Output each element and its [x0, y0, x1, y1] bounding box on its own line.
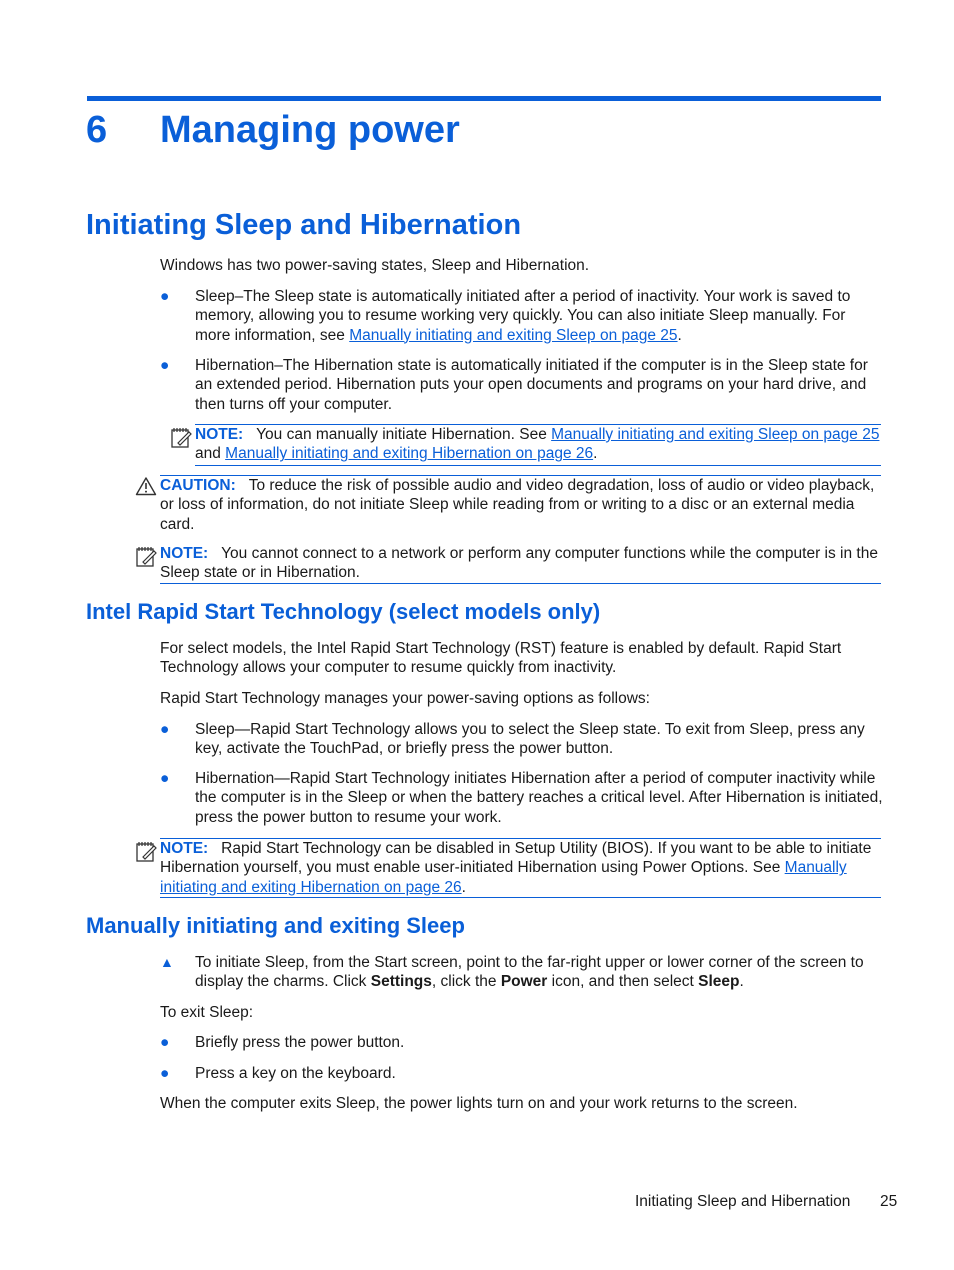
note-pad-icon [135, 840, 159, 864]
bullet-sleep: Sleep–The Sleep state is automatically initiated after a period of inactivity. Your work is saved to memory, allowing you to resume working very quickly. You can also initiate Sleep manually. For more information, see Manually initiating and exiting Sleep on page 25. [195, 288, 851, 344]
caution-text: CAUTION: To reduce the risk of possible audio and video degradation, loss of audio or video playback, or loss of information, do not initiate Sleep while reading from or writing to a disc or an external media card. [160, 477, 875, 533]
note-rule-bottom [160, 897, 881, 898]
bullet-hibernation: Hibernation–The Hibernation state is automatically initiated if the computer is in the Sleep state for an extended period. Hibernation puts your open documents and programs on your hard drive, and then turns off your computer. [195, 357, 868, 413]
note-rule-bottom [160, 583, 881, 584]
bullet-press-key: Press a key on the keyboard. [195, 1065, 396, 1082]
bullet-marker: ● [160, 288, 170, 305]
step-marker: ▲ [160, 954, 174, 970]
chapter-title: Managing power [160, 109, 460, 151]
page-number: 25 [880, 1193, 898, 1210]
section1-intro: Windows has two power-saving states, Sleep and Hibernation. [160, 257, 590, 274]
footer-section-title: Initiating Sleep and Hibernation [635, 1193, 851, 1210]
rst-paragraph-1: For select models, the Intel Rapid Start Technology (RST) feature is enabled by default. Rapid Start Technology allows your computer to resume quickly from inactivity. [160, 640, 842, 677]
bullet-press-power: Briefly press the power button. [195, 1034, 405, 1051]
bullet-rst-hibernation: Hibernation—Rapid Start Technology initiates Hibernation after a period of computer inactivity while the computer is in the Sleep or when the battery reaches a critical level. After Hibernation is initiated, press the power button to resume your work. [195, 770, 883, 826]
section-title-rapid-start: Intel Rapid Start Technology (select models only) [86, 599, 601, 624]
link-hibernation-page-26[interactable]: Manually initiating and exiting Hibernation on page 26 [225, 445, 594, 463]
bullet-marker: ● [160, 770, 170, 787]
bullet-marker: ● [160, 1034, 170, 1051]
link-sleep-page-25[interactable]: Manually initiating and exiting Sleep on page 25 [349, 326, 678, 344]
bullet-marker: ● [160, 1065, 170, 1082]
link-hibernation-page-26[interactable]: Manually initiating and exiting Hibernation on page 26 [160, 859, 847, 896]
note-rule-bottom [195, 465, 881, 466]
note-label: NOTE: [195, 426, 244, 443]
note-pad-icon [170, 426, 194, 450]
chapter-rule [87, 96, 881, 101]
note-label: NOTE: [160, 545, 209, 562]
bullet-rst-sleep: Sleep—Rapid Start Technology allows you to select the Sleep state. To exit from Sleep, press any key, activate the TouchPad, or briefly press the power button. [195, 721, 865, 758]
note-rst-bios: NOTE: Rapid Start Technology can be disabled in Setup Utility (BIOS). If you want to be able to initiate Hibernation yourself, you must enable user-initiated Hibernation using Power Options. See Manually initiating and exiting Hibernation on page 26. [160, 840, 872, 896]
closing-paragraph: When the computer exits Sleep, the power lights turn on and your work returns to the screen. [160, 1095, 798, 1112]
note-pad-icon [135, 545, 159, 569]
exit-sleep-intro: To exit Sleep: [160, 1004, 254, 1021]
chapter-number: 6 [86, 109, 108, 151]
warning-triangle-icon [135, 476, 157, 496]
note-manual-hibernation: NOTE: You can manually initiate Hibernation. See Manually initiating and exiting Sleep on page 25 and Manually initiating and exiting Hibernation on page 26. [195, 426, 880, 463]
section-title-manual-sleep: Manually initiating and exiting Sleep [86, 913, 465, 938]
caution-label: CAUTION: [160, 477, 236, 494]
bullet-marker: ● [160, 357, 170, 374]
note-label: NOTE: [160, 840, 209, 857]
rst-paragraph-2: Rapid Start Technology manages your power-saving options as follows: [160, 690, 650, 707]
link-sleep-page-25[interactable]: Manually initiating and exiting Sleep on page 25 [551, 426, 880, 443]
step-initiate-sleep: To initiate Sleep, from the Start screen, point to the far-right upper or lower corner of the screen to display the charms. Click Settings, click the Power icon, and then select Sleep. [195, 954, 864, 991]
section-title-sleep-hibernation: Initiating Sleep and Hibernation [86, 209, 522, 241]
bullet-marker: ● [160, 721, 170, 738]
note-network: NOTE: You cannot connect to a network or perform any computer functions while the computer is in the Sleep state or in Hibernation. [160, 545, 878, 582]
